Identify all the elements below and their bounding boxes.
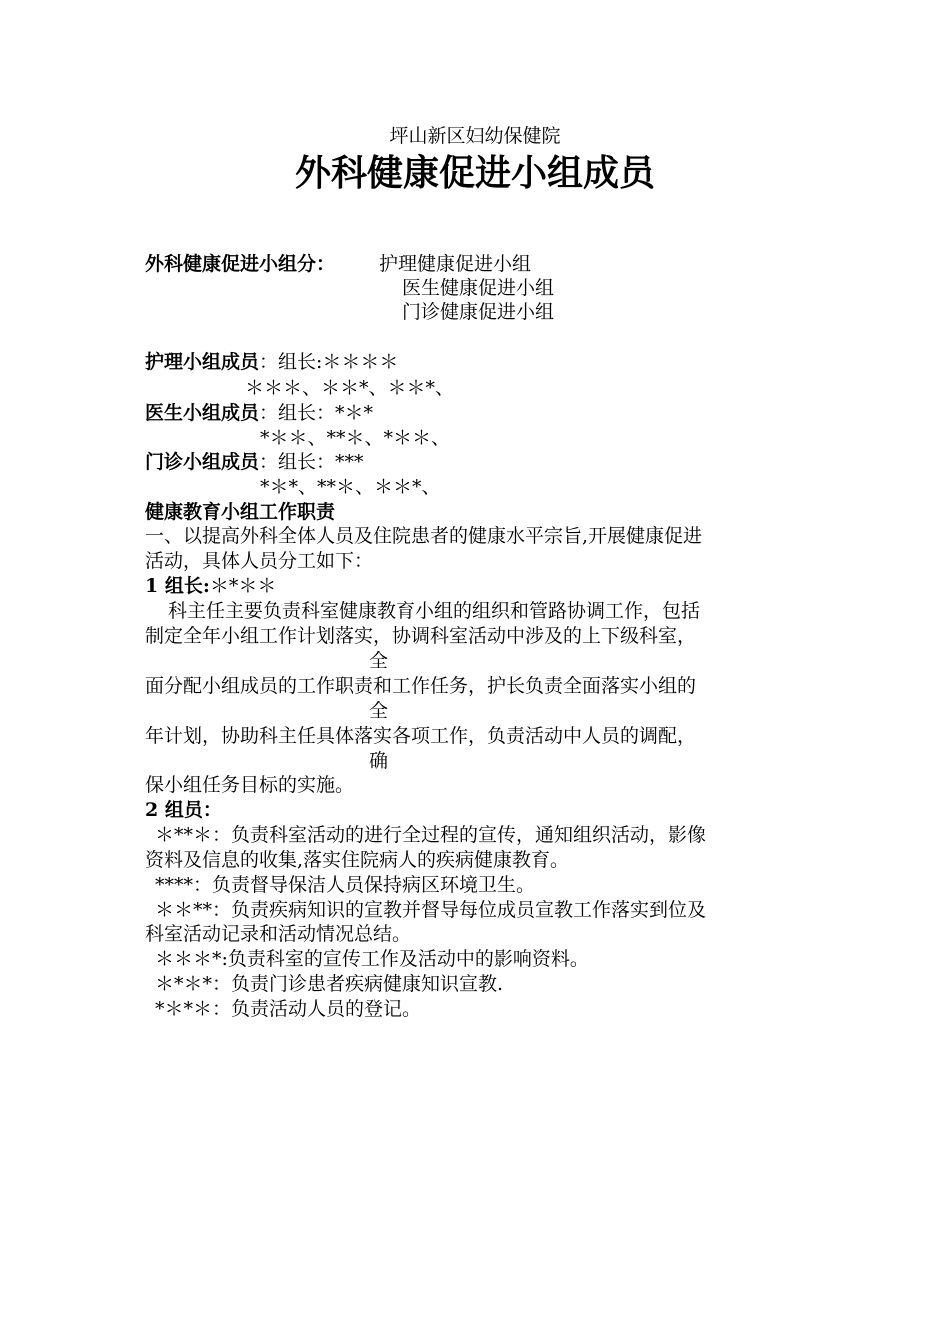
member-duty-1a: ＊**＊：负责科室活动的进行全过程的宣传，通知组织活动，影像 [155,824,707,846]
group-item-nursing: 护理健康促进小组 [379,253,532,275]
leader-duty-line-3: 面分配小组成员的工作职责和工作任务，护长负责全面落实小组的 [145,675,697,697]
leader-duty-line-4: 年计划，协助科主任具体落实各项工作，负责活动中人员的调配， [145,725,697,747]
page-title: 外科健康促进小组成员 [294,153,655,194]
member-duty-5: ＊*＊*：负责门诊患者疾病健康知识宣教. [155,973,504,995]
member-duty-3b: 科室活动记录和活动情况总结。 [145,923,412,945]
leader-duty-wrap-char-2: 全 [369,700,389,722]
leader-duty-line-5: 保小组任务目标的实施。 [145,774,355,796]
leader-duty-line-2: 制定全年小组工作计划落实，协调科室活动中涉及的上下级科室， [145,625,697,647]
member-duty-2: ****：负责督导保洁人员保持病区环境卫生。 [155,874,536,896]
clinic-group-members: *＊*、**＊、＊＊*、 [260,476,441,498]
doctor-group-leader: ：组长：*＊* [259,402,374,424]
member-duty-6: *＊*＊：负责活动人员的登记。 [155,998,422,1020]
leader-heading: 1 组长: [145,575,210,597]
leader-duty-wrap-char-1: 全 [369,650,389,672]
nursing-group-leader: ：组长:＊＊＊＊ [259,351,399,373]
duties-intro-line-2: 活动，具体人员分工如下： [145,550,374,572]
duties-heading: 健康教育小组工作职责 [145,501,336,523]
organization-name: 坪山新区妇幼保健院 [389,125,561,147]
nursing-group-members: ＊＊＊、＊＊*、＊＊*、 [245,377,455,399]
clinic-group-label: 门诊小组成员 [145,451,260,473]
leader-name: ＊*＊＊ [209,575,277,597]
group-item-doctor: 医生健康促进小组 [402,277,555,299]
duties-intro-line-1: 一、以提高外科全体人员及住院患者的健康水平宗旨,开展健康促进 [145,525,703,547]
leader-duty-wrap-char-3: 确 [369,750,389,772]
member-duty-4: ＊＊＊*:负责科室的宣传工作及活动中的影响资料。 [155,948,589,970]
clinic-group-row [145,450,364,474]
members-heading: 2 组员： [145,799,222,821]
nursing-group-row [145,350,398,374]
nursing-group-label: 护理小组成员 [145,351,260,373]
doctor-group-label: 医生小组成员 [145,402,260,424]
member-duty-3a: ＊＊**：负责疾病知识的宣教并督导每位成员宣教工作落实到位及 [155,899,707,921]
leader-row [145,574,276,598]
doctor-group-row [145,401,373,425]
member-duty-1b: 资料及信息的收集,落实住院病人的疾病健康教育。 [145,849,570,871]
group-item-clinic: 门诊健康促进小组 [402,301,555,323]
doctor-group-members: *＊＊、**＊、*＊＊、 [260,427,451,449]
groups-label: 外科健康促进小组分： [145,253,336,275]
clinic-group-leader: ：组长：*** [259,451,364,473]
leader-duty-line-1: 科主任主要负责科室健康教育小组的组织和管路协调工作，包括 [168,600,701,622]
